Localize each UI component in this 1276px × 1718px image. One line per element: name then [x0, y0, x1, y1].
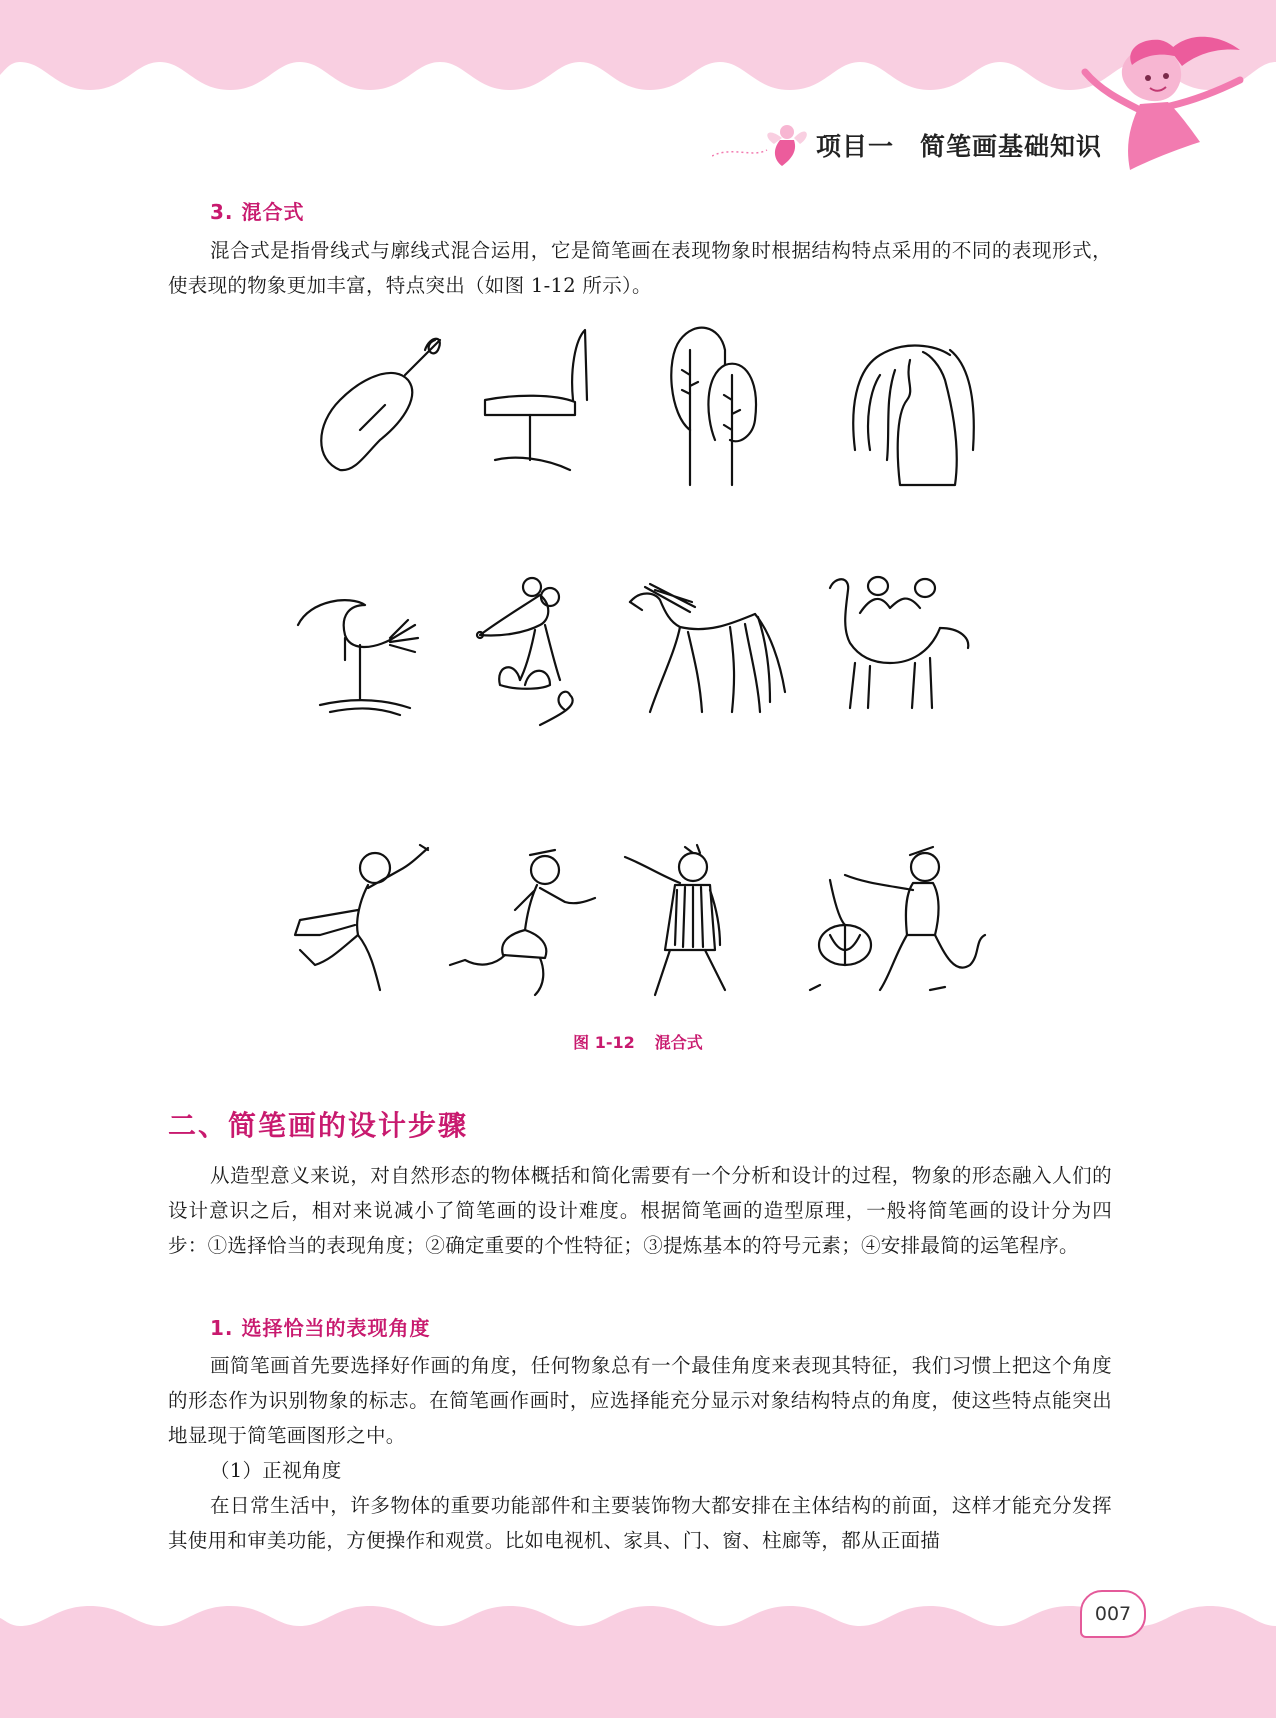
- person-dancing-sketch: [445, 840, 610, 1000]
- horse-sketch: [620, 572, 790, 722]
- camel-sketch: [820, 568, 980, 718]
- figure-1-12: [280, 310, 1000, 1020]
- page-number: 007: [1080, 1590, 1146, 1638]
- person-hand-raised-sketch: [280, 840, 440, 1000]
- header-project: 项目一: [816, 132, 895, 161]
- subsection-1-paragraph: 画简笔画首先要选择好作画的角度，任何物象总有一个最佳角度来表现其特征，我们习惯上把这个角度的形态作为识别物象的标志。在简笔画作画时，应选择能充分显示对象结构特点的角度，使这些特点能突出地显现于简笔画图形之中。: [168, 1354, 1112, 1447]
- crane-sketch: [290, 580, 430, 720]
- person-with-pumpkin-sketch: [795, 835, 990, 1000]
- pipa-sketch: [310, 320, 450, 480]
- fairy-illustration: [712, 116, 812, 172]
- trees-sketch: [660, 320, 780, 490]
- figure-caption: [0, 1030, 1276, 1053]
- subsection-1-item-paragraph: 在日常生活中，许多物体的重要功能部件和主要装饰物大都安排在主体结构的前面，这样才能充分发挥其使用和审美功能，方便操作和观赏。比如电视机、家具、门、窗、柱廊等，都从正面描: [168, 1494, 1112, 1552]
- section-3-paragraph: 混合式是指骨线式与廓线式混合运用，它是简笔画在表现物象时根据结构特点采用的不同的表现形式，使表现的物象更加丰富，特点突出（如图 1-12 所示）。: [168, 239, 1112, 297]
- header-title: 简笔画基础知识: [920, 132, 1103, 161]
- subsection-1-item: （1）正视角度: [210, 1459, 342, 1482]
- mouse-sketch: [470, 575, 590, 735]
- section-heading-design-steps: 二、简笔画的设计步骤: [168, 1109, 469, 1142]
- willow-sketch: [835, 320, 985, 490]
- section-3-heading: 3. 混合式: [210, 200, 305, 224]
- figure-caption-number: 图 1-12: [573, 1033, 635, 1052]
- design-steps-paragraph: 从造型意义来说，对自然形态的物体概括和简化需要有一个分析和设计的过程，物象的形态融入人们的设计意识之后，相对来说减小了简笔画的设计难度。根据简笔画的造型原理，一般将简笔画的设计分为四步：①选择恰当的表现角度；②确定重要的个性特征；③提炼基本的符号元素；④安排最简的运笔程序。: [168, 1164, 1112, 1257]
- page-header: [816, 127, 1102, 163]
- figure-caption-text: 混合式: [654, 1033, 703, 1052]
- subsection-1-heading: 1. 选择恰当的表现角度: [210, 1316, 431, 1340]
- chair-sketch: [475, 320, 595, 480]
- person-striped-shirt-sketch: [615, 835, 765, 1000]
